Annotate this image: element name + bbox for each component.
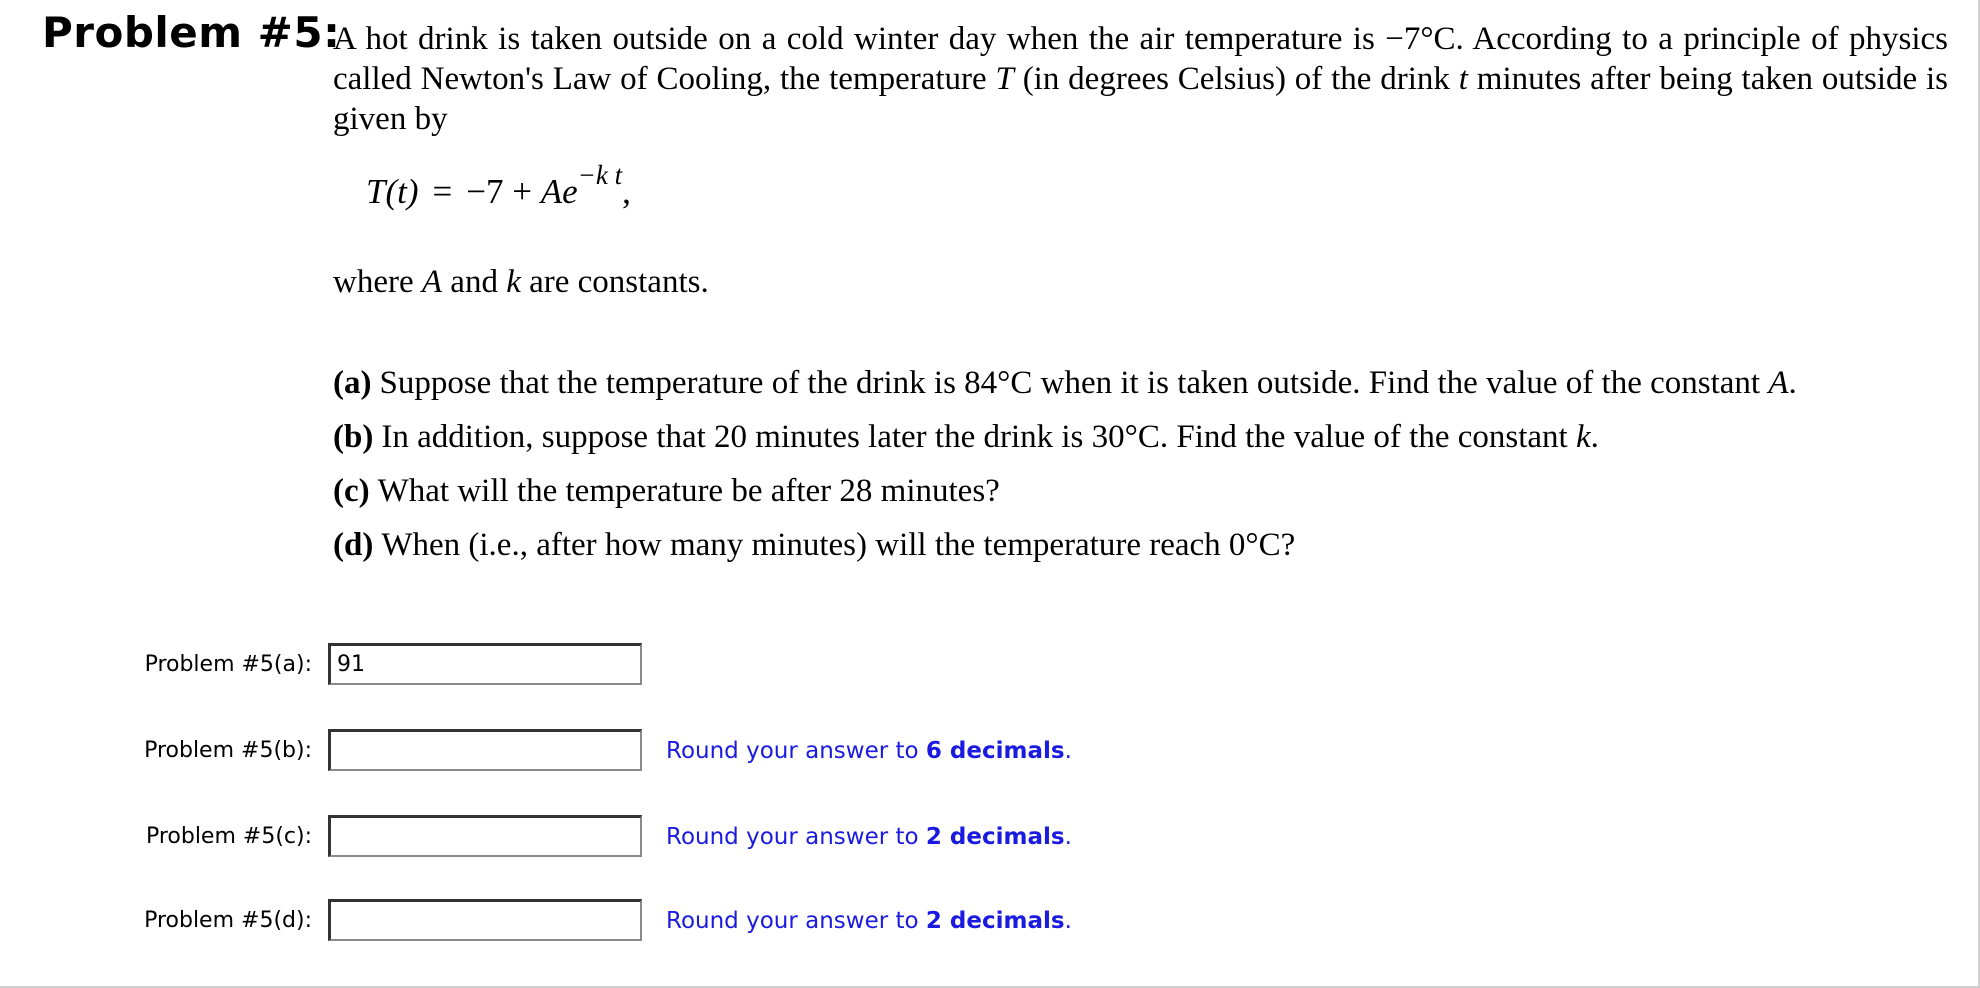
where-var-A: A	[421, 264, 443, 300]
intro-var-T: T	[995, 61, 1014, 97]
part-label: (d)	[333, 527, 374, 563]
part-label: (b)	[333, 419, 374, 455]
hint-suffix: .	[1064, 824, 1072, 850]
hint-suffix: .	[1064, 908, 1072, 934]
hint-prefix: Round your answer to	[666, 908, 926, 934]
formula-exponent: −k t	[577, 160, 623, 191]
answer-label-b: Problem #5(b):	[144, 738, 312, 763]
answer-label-a: Problem #5(a):	[144, 652, 312, 677]
answer-row-a	[0, 643, 1200, 687]
answer-row-d	[0, 899, 1200, 943]
part-c	[333, 464, 1797, 518]
formula-trailing: ,	[622, 172, 631, 211]
hint-prefix: Round your answer to	[666, 824, 926, 850]
hint-decimals: 2 decimals	[925, 824, 1065, 850]
formula-equals: =	[432, 172, 453, 211]
rounding-hint-d	[666, 908, 1072, 934]
hint-suffix: .	[1064, 738, 1072, 764]
answer-input-b[interactable]	[328, 729, 642, 771]
formula-rhs-prefix: −7 +	[466, 172, 541, 211]
intro-text-2: (in degrees Celsius) of the drink	[1013, 61, 1459, 97]
part-text: Suppose that the temperature of the drink is 84°C when it is taken outside. Find the value of the constant	[379, 365, 1769, 401]
answer-label-c: Problem #5(c):	[145, 824, 312, 849]
problem-intro	[333, 19, 1948, 139]
rounding-hint-b	[666, 738, 1072, 764]
part-text: In addition, suppose that 20 minutes later the drink is 30°C. Find the value of the constant	[381, 419, 1576, 455]
part-b	[333, 410, 1797, 464]
part-var: A	[1768, 365, 1789, 401]
hint-decimals: 6 decimals	[925, 738, 1065, 764]
formula-ae: Ae	[540, 172, 578, 211]
part-a	[333, 356, 1797, 410]
answer-input-a[interactable]	[328, 643, 642, 685]
cooling-formula	[366, 160, 631, 212]
part-label: (c)	[333, 473, 370, 509]
answer-row-c	[0, 815, 1200, 859]
problem-parts	[333, 356, 1797, 572]
constants-note	[333, 264, 709, 301]
hint-prefix: Round your answer to	[666, 738, 926, 764]
part-d	[333, 518, 1797, 572]
answer-label-d: Problem #5(d):	[144, 908, 312, 933]
where-prefix: where	[333, 264, 422, 300]
formula-lhs: T(t)	[366, 172, 419, 211]
answer-row-b	[0, 729, 1200, 773]
intro-text-3: minutes after being taken outside is given by	[333, 61, 1948, 137]
hint-decimals: 2 decimals	[925, 908, 1065, 934]
part-text: When (i.e., after how many minutes) will the temperature reach 0°C?	[381, 527, 1296, 563]
rounding-hint-c	[666, 824, 1072, 850]
where-mid: and	[442, 264, 507, 300]
answer-input-c[interactable]	[328, 815, 642, 857]
where-suffix: are constants.	[520, 264, 709, 300]
problem-heading: Problem #5:	[42, 8, 341, 57]
part-end: .	[1590, 419, 1599, 455]
answer-input-d[interactable]	[328, 899, 642, 941]
intro-text-1: A hot drink is taken outside on a cold winter day when the air temperature is −7°C. According to a principle of physics called Newton's Law of Cooling, the temperature	[333, 21, 1948, 97]
part-end: .	[1788, 365, 1797, 401]
where-var-k: k	[506, 264, 521, 300]
part-var: k	[1575, 419, 1591, 455]
part-label: (a)	[333, 365, 372, 401]
part-text: What will the temperature be after 28 minutes?	[377, 473, 1000, 509]
intro-var-t: t	[1458, 61, 1468, 97]
